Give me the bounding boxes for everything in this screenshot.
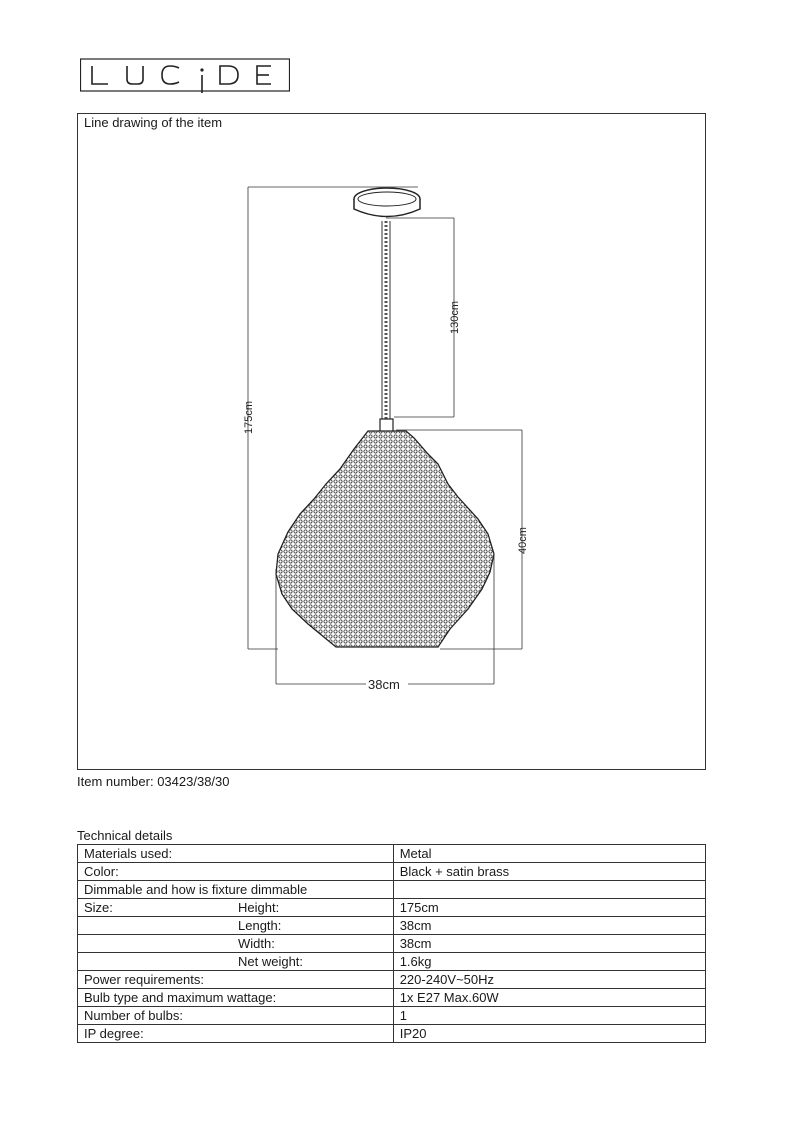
technical-details-table xyxy=(77,844,706,1043)
spec-label: Dimmable and how is fixture dimmable xyxy=(84,882,308,897)
spec-label: IP degree: xyxy=(84,1026,144,1041)
spec-label-cell xyxy=(78,971,394,989)
spec-value: 175cm xyxy=(393,899,705,917)
spec-label: Bulb type and maximum wattage: xyxy=(84,990,277,1005)
spec-value: IP20 xyxy=(393,1025,705,1043)
spec-label-cell xyxy=(78,935,394,953)
spec-sublabel: Width: xyxy=(238,936,275,951)
lamp-socket xyxy=(380,419,393,432)
pendant-lamp-drawing xyxy=(78,114,705,769)
dimension-label-40cm: 40cm xyxy=(517,527,529,554)
spec-value: 1 xyxy=(393,1007,705,1025)
spec-value: 220-240V~50Hz xyxy=(393,971,705,989)
line-drawing-panel xyxy=(77,113,706,770)
ceiling-canopy xyxy=(354,188,420,217)
spec-label: Color: xyxy=(84,864,119,879)
table-row xyxy=(78,1007,706,1025)
table-row xyxy=(78,845,706,863)
spec-value: Black + satin brass xyxy=(393,863,705,881)
spec-label: Size: xyxy=(84,900,113,915)
mesh-shade xyxy=(268,424,508,654)
spec-value xyxy=(393,881,705,899)
spec-label-cell xyxy=(78,953,394,971)
dimension-label-38cm: 38cm xyxy=(368,677,400,692)
spec-label-cell xyxy=(78,863,394,881)
table-row xyxy=(78,917,706,935)
table-row xyxy=(78,1025,706,1043)
spec-label-cell xyxy=(78,881,394,899)
spec-sublabel: Height: xyxy=(238,900,280,915)
table-row xyxy=(78,953,706,971)
spec-value: Metal xyxy=(393,845,705,863)
table-row xyxy=(78,899,706,917)
spec-sublabel: Net weight: xyxy=(238,954,304,969)
spec-label-cell xyxy=(78,845,394,863)
spec-label-cell xyxy=(78,989,394,1007)
spec-value: 38cm xyxy=(393,917,705,935)
table-row xyxy=(78,989,706,1007)
suspension-cable xyxy=(382,221,390,419)
spec-value: 38cm xyxy=(393,935,705,953)
dimension-label-130cm: 130cm xyxy=(449,300,461,334)
spec-value: 1.6kg xyxy=(393,953,705,971)
spec-label-cell xyxy=(78,899,394,917)
table-row xyxy=(78,863,706,881)
table-row xyxy=(78,935,706,953)
dimension-label-175cm: 175cm xyxy=(243,400,255,434)
drawing-caption: Line drawing of the item xyxy=(84,115,223,130)
spec-label-cell xyxy=(78,917,394,935)
dimension-cable-length xyxy=(386,218,454,417)
lucide-logo xyxy=(80,57,290,93)
item-number: Item number: 03423/38/30 xyxy=(77,774,230,789)
spec-label-cell xyxy=(78,1007,394,1025)
spec-label: Number of bulbs: xyxy=(84,1008,183,1023)
spec-sublabel: Length: xyxy=(238,918,282,933)
table-row xyxy=(78,971,706,989)
spec-label-cell xyxy=(78,1025,394,1043)
table-row xyxy=(78,881,706,899)
technical-details-title: Technical details xyxy=(77,828,173,843)
spec-label: Materials used: xyxy=(84,846,173,861)
spec-label: Power requirements: xyxy=(84,972,204,987)
spec-value: 1x E27 Max.60W xyxy=(393,989,705,1007)
